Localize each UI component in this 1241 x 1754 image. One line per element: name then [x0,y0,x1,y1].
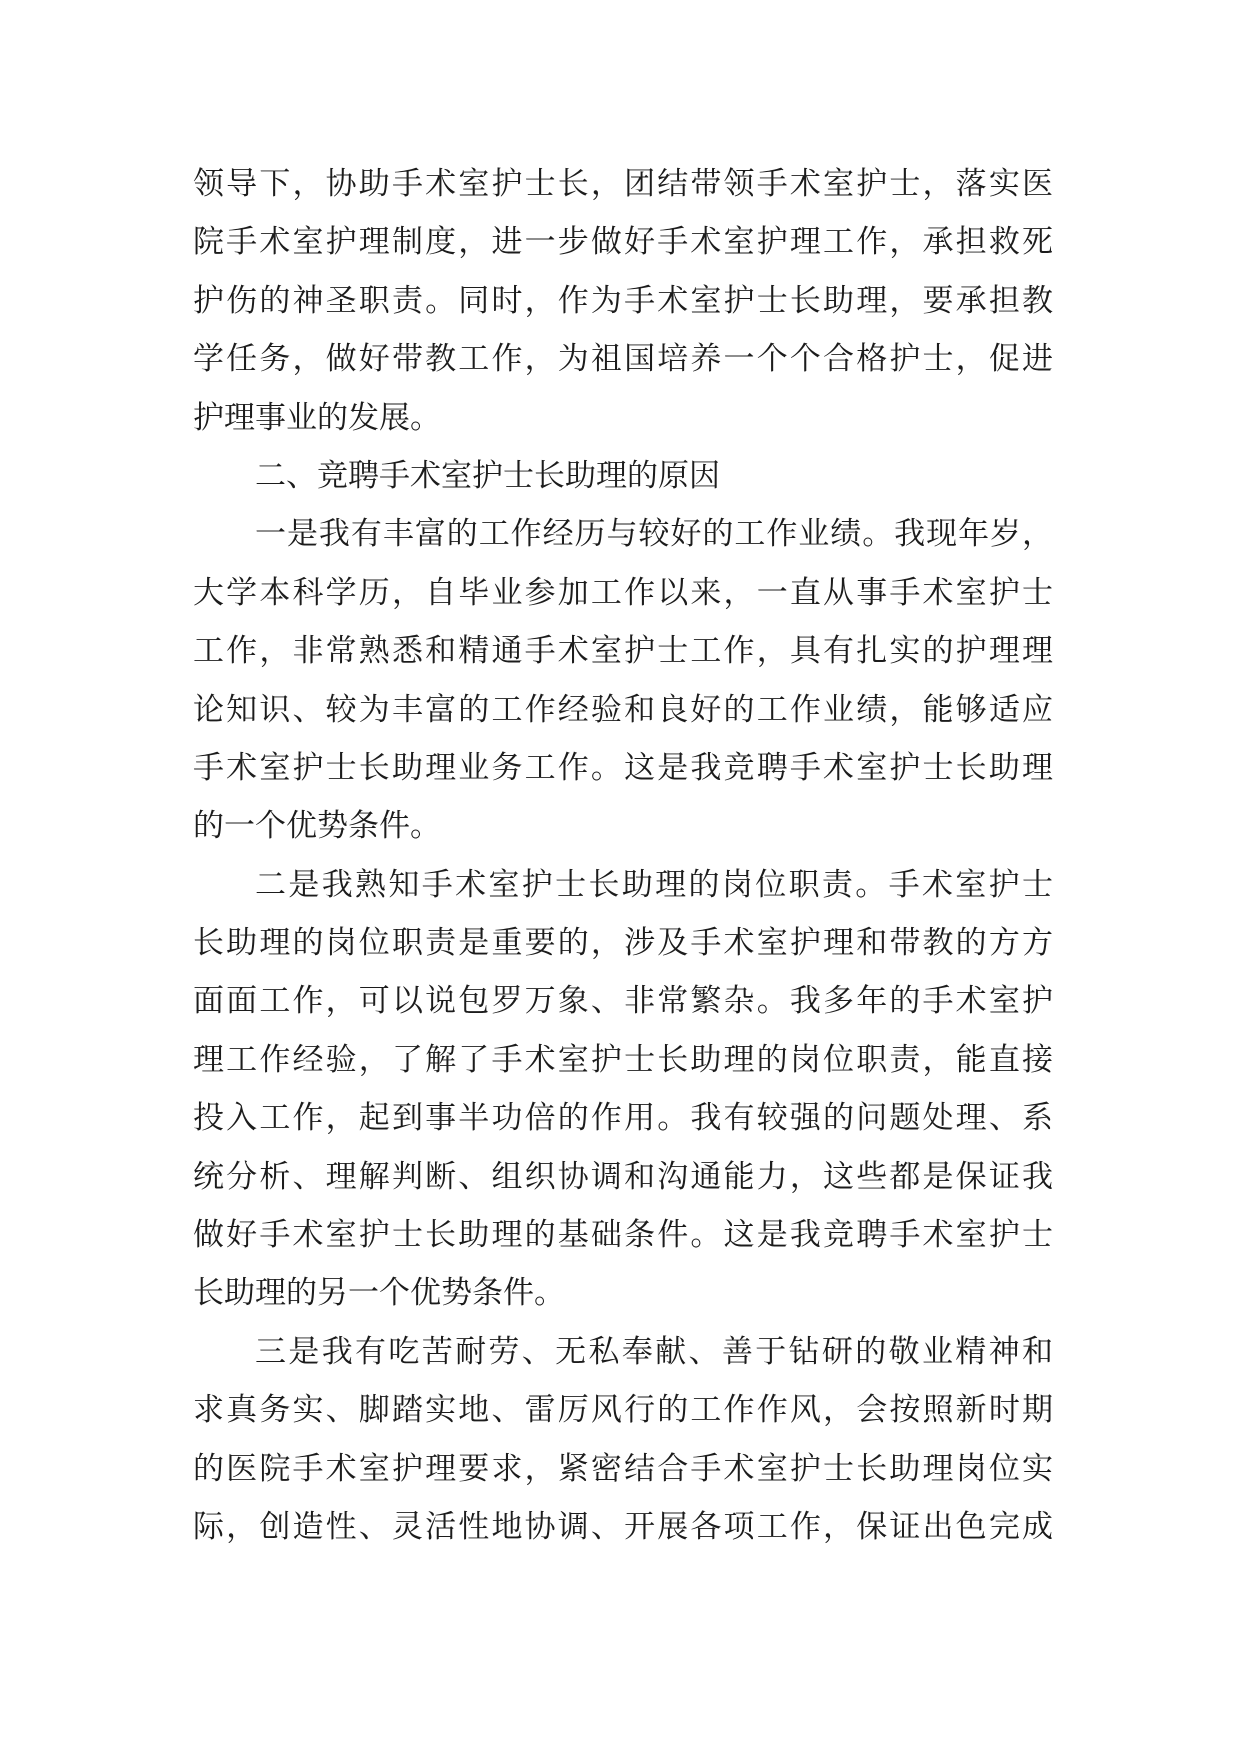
text-line: 二是我熟知手术室护士长助理的岗位职责。手术室护士 [255,866,1053,903]
text-line: 护伤的神圣职责。同时，作为手术室护士长助理，要承担教 [193,282,1053,319]
text-line: 求真务实、脚踏实地、雷厉风行的工作作风，会按照新时期 [193,1392,1053,1429]
text-line: 工作，非常熟悉和精通手术室护士工作，具有扎实的护理理 [193,633,1053,670]
text-line: 大学本科学历，自毕业参加工作以来，一直从事手术室护士 [193,574,1053,611]
text-line: 领导下，协助手术室护士长，团结带领手术室护士，落实医 [193,166,1053,202]
text-line: 手术室护士长助理业务工作。这是我竞聘手术室护士长助理 [193,749,1053,786]
text-line: 统分析、理解判断、组织协调和沟通能力，这些都是保证我 [193,1158,1053,1195]
text-line: 投入工作，起到事半功倍的作用。我有较强的问题处理、系 [193,1100,1053,1137]
text-line: 长助理的另一个优势条件。 [193,1275,565,1312]
text-line: 做好手术室护士长助理的基础条件。这是我竞聘手术室护士 [193,1217,1053,1254]
text-line: 论知识、较为丰富的工作经验和良好的工作业绩，能够适应 [193,691,1053,728]
text-line: 学任务，做好带教工作，为祖国培养一个个合格护士，促进 [193,341,1053,378]
text-line: 护理事业的发展。 [193,399,441,436]
section-heading [193,447,1053,505]
text-line: 际，创造性、灵活性地协调、开展各项工作，保证出色完成 [193,1508,1053,1545]
document-body [193,155,1053,1556]
paragraph-reason-one [193,505,1053,855]
paragraph-duties-continued [193,155,1053,447]
text-line: 的一个优势条件。 [193,808,441,845]
paragraph-reason-three [193,1323,1053,1557]
text-line: 面面工作，可以说包罗万象、非常繁杂。我多年的手术室护 [193,983,1053,1020]
heading-line: 二、竞聘手术室护士长助理的原因 [255,457,720,494]
paragraph-reason-two [193,856,1053,1323]
text-line: 三是我有吃苦耐劳、无私奉献、善于钻研的敬业精神和 [255,1333,1053,1370]
text-line: 的医院手术室护理要求，紧密结合手术室护士长助理岗位实 [193,1450,1053,1487]
text-line: 理工作经验，了解了手术室护士长助理的岗位职责，能直接 [193,1041,1053,1078]
text-line: 院手术室护理制度，进一步做好手术室护理工作，承担救死 [193,224,1053,261]
text-line: 长助理的岗位职责是重要的，涉及手术室护理和带教的方方 [193,925,1053,962]
text-line: 一是我有丰富的工作经历与较好的工作业绩。我现年岁， [255,516,1053,553]
